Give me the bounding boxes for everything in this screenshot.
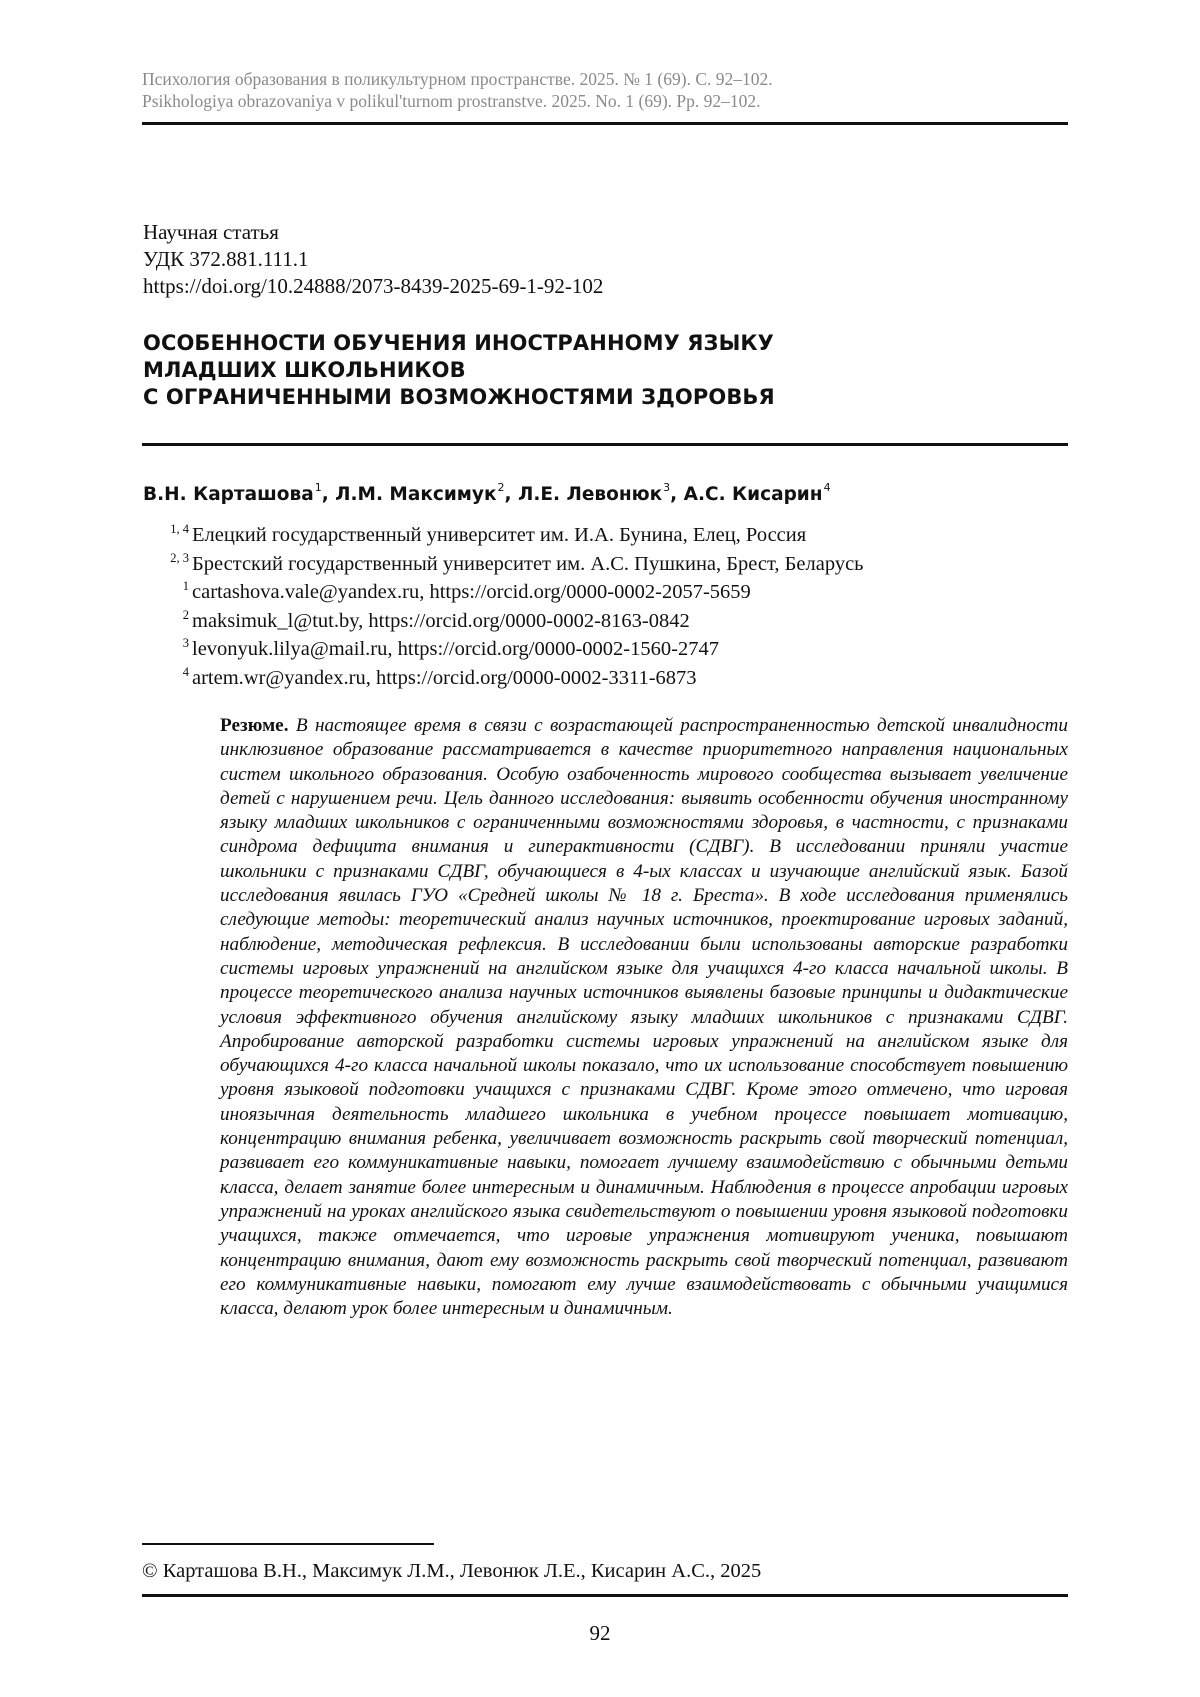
author-mark: 3 — [663, 481, 670, 494]
contact-row — [142, 608, 1062, 637]
author-name: А.С. Кисарин — [684, 484, 823, 505]
header-line-en: Psikhologiya obrazovaniya v polikul'turnom prostranstve. 2025. No. 1 (69). Pp. 92–102. — [142, 90, 1062, 112]
affiliation-mark: 1 — [142, 573, 192, 600]
author-name: В.Н. Карташова — [143, 484, 314, 505]
contact-text[interactable]: artem.wr@yandex.ru, https://orcid.org/0000-0002-3311-6873 — [192, 665, 697, 692]
affiliation-mark: 3 — [142, 630, 192, 657]
author-list — [143, 476, 831, 507]
author-name: Л.М. Максимук — [335, 484, 496, 505]
contact-text[interactable]: maksimuk_l@tut.by, https://orcid.org/0000-0002-8163-0842 — [192, 608, 690, 635]
affiliation-mark: 2 — [142, 602, 192, 629]
contact-text[interactable]: levonyuk.lilya@mail.ru, https://orcid.org/0000-0002-1560-2747 — [192, 636, 719, 663]
udc-code: УДК 372.881.111.1 — [143, 246, 603, 273]
affiliation-row — [142, 522, 1062, 551]
article-title — [143, 330, 1043, 411]
title-line-3: С ОГРАНИЧЕННЫМИ ВОЗМОЖНОСТЯМИ ЗДОРОВЬЯ — [143, 384, 1043, 411]
running-header — [142, 68, 1062, 112]
doi-link[interactable]: https://doi.org/10.24888/2073-8439-2025-69-1-92-102 — [143, 273, 603, 300]
contact-row — [142, 665, 1062, 694]
affiliation-text: Елецкий государственный университет им. И.А. Бунина, Елец, Россия — [192, 522, 806, 549]
author-mark: 2 — [498, 481, 505, 494]
abstract-label: Резюме. — [220, 715, 289, 736]
page-number: 92 — [0, 1621, 1200, 1646]
article-type: Научная статья — [143, 219, 603, 246]
header-rule — [142, 122, 1068, 125]
affiliation-mark: 1, 4 — [142, 516, 192, 543]
author-mark: 1 — [315, 481, 322, 494]
abstract-text: В настоящее время в связи с возрастающей распространенностью детской инвалидности инклюзивное образование рассматривается в качестве приоритетного направления национальных систем школьного образования. Особую озабоченность мирового сообщества вызывает увеличение детей с нарушением речи. Цель данного исследования: выявить особенности обучения иностранному языку младших школьников с ограниченными возможностями здоровья, в частности, с признаками синдрома дефицита внимания и гиперактивности (СДВГ). В исследовании приняли участие школьники с признаками СДВГ, обучающиеся в 4-ых классах и изучающие английский язык. Базой исследования явилась ГУО «Средней школы № 18 г. Бреста». В ходе исследования применялись следующие методы: теоретический анализ научных источников, проектирование игровых заданий, наблюдение, методическая рефлексия. В исследовании были использованы авторские разработки системы игровых упражнений на английском языке для учащихся 4-го класса начальной школы. В процессе теоретического анализа научных источников выявлены базовые принципы и дидактические условия эффективного обучения английскому языку младших школьников с признаками СДВГ. Апробирование авторской разработки системы игровых упражнений на английском языке для обучающихся 4-го класса начальной школы показало, что их использование способствует повышению уровня языковой подготовки учащихся с признаками СДВГ. Кроме этого отмечено, что игровая иноязычная деятельность младшего школьника в учебном процессе повышает мотивацию, концентрацию внимания ребенка, увеличивает возможность раскрыть свой творческий потенциал, развивает его коммуникативные навыки, помогает лучшему взаимодействию с обычными детьми класса, делает занятие более интересным и динамичным. Наблюдения в процессе апробации игровых упражнений на уроках английского языка свидетельствуют о повышении уровня языковой подготовки учащихся, также отмечается, что игровые упражнения мотивируют ученика, повышают концентрацию внимания, дают ему возможность раскрыть свой творческий потенциал, развивают его коммуникативные навыки, помогают ему лучше взаимодействовать с обычными учащимися класса, делают урок более интересным и динамичным. — [220, 715, 1068, 1319]
author-separator: , — [322, 484, 335, 505]
article-meta — [143, 219, 603, 300]
title-rule — [142, 443, 1068, 446]
affiliation-mark: 4 — [142, 659, 192, 686]
author-name: Л.Е. Левонюк — [518, 484, 662, 505]
copyright-notice: © Карташова В.Н., Максимук Л.М., Левонюк Л.Е., Кисарин А.С., 2025 — [142, 1558, 761, 1584]
header-line-ru: Психология образования в поликультурном пространстве. 2025. № 1 (69). С. 92–102. — [142, 68, 1062, 90]
contact-row — [142, 579, 1062, 608]
author-separator: , — [505, 484, 518, 505]
contact-text[interactable]: cartashova.vale@yandex.ru, https://orcid.org/0000-0002-2057-5659 — [192, 579, 751, 606]
footer-rule — [142, 1594, 1068, 1597]
abstract — [220, 714, 1068, 1321]
title-line-1: ОСОБЕННОСТИ ОБУЧЕНИЯ ИНОСТРАННОМУ ЯЗЫКУ — [143, 330, 1043, 357]
affiliation-text: Брестский государственный университет им. А.С. Пушкина, Брест, Беларусь — [192, 551, 864, 578]
contact-row — [142, 636, 1062, 665]
footnote-rule — [142, 1543, 434, 1545]
title-line-2: МЛАДШИХ ШКОЛЬНИКОВ — [143, 357, 1043, 384]
author-separator: , — [670, 484, 683, 505]
affiliation-mark: 2, 3 — [142, 545, 192, 572]
author-mark: 4 — [824, 481, 831, 494]
affiliations — [142, 522, 1062, 693]
affiliation-row — [142, 551, 1062, 580]
